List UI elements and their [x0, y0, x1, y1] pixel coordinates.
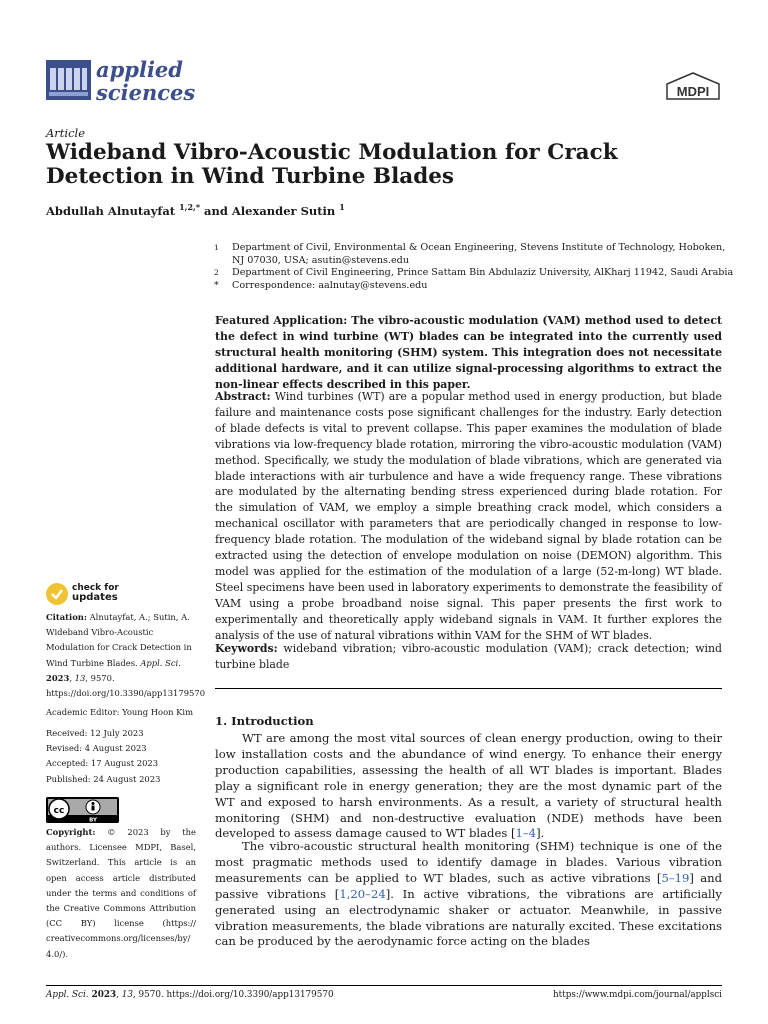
- affiliation-item: 1 Department of Civil, Environmental & Ocean Engineering, Stevens Institute of Technology, Hoboken, NJ 07030, USA; asutin@stevens.edu: [214, 242, 726, 266]
- abstract: [215, 389, 722, 644]
- keywords-text: wideband vibration; vibro-acoustic modulation (VAM); crack detection; wind turbine blade: [215, 642, 722, 671]
- article-type: Article: [46, 126, 86, 140]
- paper-title: Wideband Vibro-Acoustic Modulation for Crack Detection in Wind Turbine Blades: [46, 140, 618, 189]
- cc-by-license-icon[interactable]: [46, 797, 119, 823]
- affiliation-list: [214, 242, 734, 292]
- keywords: [215, 641, 722, 673]
- footer-divider: [46, 985, 722, 986]
- published-date: Published: 24 August 2023: [46, 773, 161, 784]
- citation-block: Citation: Alnutayfat, A.; Sutin, A. Wideband Vibro-Acoustic Modulation for Crack Detection in Wind Turbine Blades. Appl. Sci. 2023, 13, 9570. https://doi.org/10.3390/app13179570: [46, 612, 206, 699]
- abstract-text: Wind turbines (WT) are a popular method used in energy production, but blade failure and maintenance costs pose significant challenges for the industry. Early detection of blade defects is vital to prevent collapse. This paper examines the modulation of blade vibrations via low-frequency blade rotation, mirroring the vibro-acoustic modulation (VAM) method. Specifically, we study the modulation of blade vibrations, which are generated via blade interactions with air turbulence and have a wide frequency range. These vibrations are modulated by the alternating bending stress experienced during blade rotation. For the simulation of VAM, we employ a simple breathing crack model, which considers a mechanical oscillator with parameters that are periodically changed in response to low-frequency blade rotation. The modulation of the wideband signal by blade rotation can be extracted using the detection of envelope modulation on noise (DEMON) algorithm. This model was applied for the estimation of the modulation of a large (52-m-long) WT blade. Steel specimens have been used in laboratory experiments to demonstrate the feasibility of VAM using a probe broadband noise signal. This paper presents the first work to experimentally and theoretically apply wideband signals in VAM. It further explores the analysis of the use of natural vibrations within VAM for the SHM of WT blades.: [215, 390, 722, 642]
- citation-link[interactable]: 1–4: [515, 826, 537, 841]
- intro-paragraph: The vibro-acoustic structural health monitoring (SHM) technique is one of the most pragmatic methods used to identify damage in blades. Various vibration measurements can be applied to WT blades, such as active vibrations [5–19] and passive vibrations [1,20–24]. In active vibrations, the vibrations are artificially generated using an electrodynamic shaker or actuator. Meanwhile, in passive vibration measurements, the blade vibrations are naturally excited. These excitations can be produced by the aerodynamic force acting on the blades: [215, 839, 722, 949]
- journal-logo-icon: [46, 60, 91, 100]
- svg-text:cc: cc: [53, 806, 65, 816]
- check-for-updates-button[interactable]: check for updates: [72, 583, 119, 603]
- publication-dates: [46, 726, 196, 787]
- check-for-updates-icon[interactable]: [46, 583, 68, 605]
- abstract-label: Abstract:: [215, 390, 271, 403]
- keywords-label: Keywords:: [215, 642, 278, 655]
- footer-citation: Appl. Sci. 2023, 13, 9570. https://doi.org/10.3390/app13179570: [46, 990, 334, 1000]
- featured-application: Featured Application: The vibro-acoustic modulation (VAM) method used to detect the defect in wind turbine (WT) blades can be integrated into the currently used structural health monitoring (SHM) system. This integration does not necessitate additional hardware, and it can utilize signal-processing algorithms to extract the non-linear effects described in this paper.: [215, 314, 722, 391]
- publisher-name: MDPI: [676, 84, 710, 99]
- citation-link[interactable]: 1,20–24: [339, 886, 386, 901]
- section-divider: [215, 688, 722, 689]
- journal-name: applied sciences: [96, 57, 196, 105]
- copyright-notice: Copyright: © 2023 by the authors. Licensee MDPI, Basel, Switzerland. This article is an open access article distributed under the terms and conditions of the Creative Commons Attribution (CC BY) license (https:// creativecommons.org/licenses/by/ 4.0/).: [46, 827, 196, 959]
- author-name: Abdullah Alnutayfat: [46, 203, 176, 218]
- affiliation-item: 2 Department of Civil Engineering, Prince Sattam Bin Abdulaziz University, AlKharj 11942, Saudi Arabia: [214, 267, 734, 279]
- author-affiliation-marker: 1,2,*: [179, 202, 200, 212]
- section-heading: 1. Introduction: [215, 714, 314, 728]
- citation-link[interactable]: 5–19: [661, 870, 690, 885]
- received-date: Received: 12 July 2023: [46, 728, 144, 738]
- revised-date: Revised: 4 August 2023: [46, 743, 147, 754]
- footer-journal-url[interactable]: https://www.mdpi.com/journal/applsci: [552, 990, 722, 1000]
- author-connector: and: [204, 203, 232, 218]
- author-name: Alexander Sutin: [231, 203, 336, 218]
- accepted-date: Accepted: 17 August 2023: [46, 758, 159, 769]
- svg-text:BY: BY: [89, 817, 97, 823]
- intro-paragraph: WT are among the most vital sources of clean energy production, owing to their low installation costs and the abundance of wind energy. To enhance their energy production capabilities, assessing the health of all WT blades is important. Blades play a significant role in energy generation; they are the most dynamic part of the WT and exposed to harsh environments. As a result, a variety of structural health monitoring (SHM) and non-destructive evaluation (NDE) methods have been developed to assess damage caused to WT blades [1–4].: [215, 731, 722, 841]
- affiliation-item: * Correspondence: aalnutay@stevens.edu: [214, 279, 428, 291]
- academic-editor: Academic Editor: Young Hoon Kim: [46, 707, 194, 717]
- mdpi-logo-icon: [664, 72, 722, 102]
- author-list: [46, 202, 345, 218]
- author-affiliation-marker: 1: [339, 202, 345, 212]
